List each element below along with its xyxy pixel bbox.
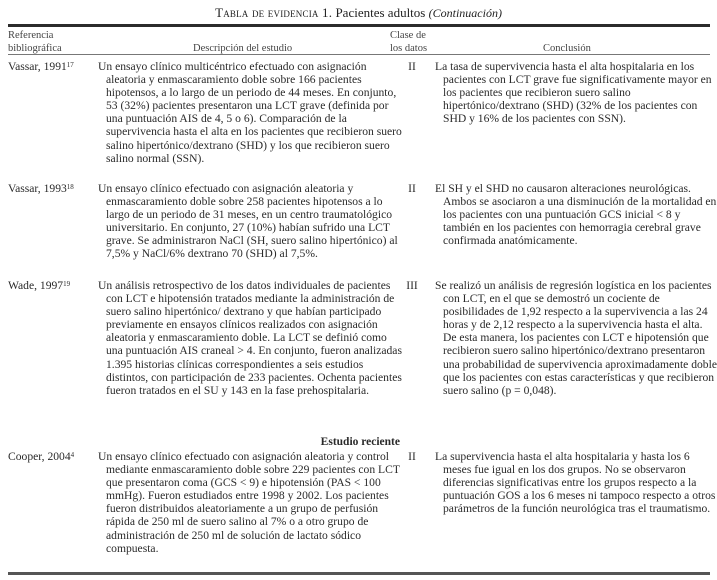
header-class-line2: los datos	[390, 43, 428, 54]
reference-text: Vassar, 1993	[8, 182, 67, 195]
header-class-line1: Clase de	[390, 30, 426, 41]
row-description: Un ensayo clínico efectuado con asignación aleatoria y enmascaramiento doble sobre 258 pacientes hipotensos a lo largo de un periodo de 31 meses, en un centro traumatológico universitario. En conjunto, 27 (10%) habían sufrido una LCT grave. Se administraron NaCl (SH, suero salino hipertónico) al 7,5% y NaCl/6% dextrano 70 (SHD) al 7,5%.	[98, 182, 398, 261]
top-rule	[8, 24, 710, 27]
row-description: Un ensayo clínico efectuado con asignación aleatoria y control mediante enmascaramiento doble sobre 229 pacientes con LCT que presentaron coma (GCS < 9) e hipotensión (PAS < 100 mmHg). Fueron estudiados entre 1998 y 2002. Los pacientes fueron distribuidos aleatoriamente a un grupo de perfusión rápida de 250 ml de suero salino al 7% o a otro grupo de administración de 250 ml de solución de lactato sódico compuesta.	[98, 450, 400, 555]
reference-text: Vassar, 1991	[8, 60, 67, 73]
header-class	[390, 29, 427, 55]
header-reference-line1: Referencia	[8, 30, 54, 41]
table-title	[0, 5, 717, 21]
bottom-rule	[8, 572, 710, 575]
row-class: II	[408, 182, 416, 195]
header-reference-line2: bibliográfica	[8, 43, 62, 54]
row-description: Un ensayo clínico multicéntrico efectuado con asignación aleatoria y enmascaramiento doble sobre 166 pacientes hipotensos, a lo largo de un periodo de 44 meses. En conjunto, 53 (32%) pacientes presentaron una LCT grave (definida por una puntuación AIS de 4, 5 o 6). Comparación de la supervivencia hasta el alta en los pacientes que recibieron suero salino hipertónico/dextrano (SHD) y los que recibieron suero salino normal (SSN).	[98, 60, 402, 165]
row-description: Un análisis retrospectivo de los datos individuales de pacientes con LCT e hipotensión tratados mediante la administración de suero salino hipertónico/ dextrano y que habían participado previamente en ensayos clínicos realizados con asignación aleatoria y enmascaramiento doble. La LCT se definió como una puntuación AIS craneal > 4. En conjunto, fueron analizadas 1.395 historias clínicas correspondientes a seis estudios distintos, con participación de 233 pacientes. Ochenta pacientes fueron tratados en el SU y 143 en la fase prehospitalaria.	[98, 279, 402, 397]
header-reference	[8, 29, 62, 55]
row-class: III	[406, 279, 418, 292]
reference-citation: 17	[66, 61, 74, 69]
reference-citation: 4	[70, 451, 75, 459]
header-rule	[8, 54, 710, 55]
header-description: Descripción del estudio	[193, 43, 293, 54]
row-conclusion: La tasa de supervivencia hasta el alta hospitalaria en los pacientes con LCT grave fue significativamente mayor en los pacientes que recibieron suero salino hipertónico/dextrano (SHD) (32% de los pacientes con SHD y 16% de los pacientes con SSN).	[435, 60, 712, 126]
table-title-main: Pacientes adultos	[332, 5, 429, 20]
row-class: II	[408, 60, 416, 73]
header-conclusion: Conclusión	[543, 43, 591, 54]
table-title-suffix: (Continuación)	[428, 6, 502, 20]
row-conclusion: El SH y el SHD no causaron alteraciones neurológicas. Ambos se asociaron a una disminución de la mortalidad en los pacientes con una puntuación GCS inicial < 8 y también en los pacientes con hemorragia cerebral grave confirmada anatómicamente.	[435, 182, 717, 248]
reference-text: Wade, 1997	[8, 279, 64, 292]
row-reference	[8, 279, 96, 292]
row-class: II	[408, 450, 416, 463]
reference-text: Cooper, 2004	[8, 450, 71, 463]
section-label-recent-study: Estudio reciente	[320, 436, 400, 448]
row-conclusion: La supervivencia hasta el alta hospitalaria y hasta los 6 meses fue igual en los dos grupos. No se observaron diferencias significativas entre los grupos respecto a la puntuación GOS a los 6 meses ni tampoco respecto a otros parámetros de la función neurológica tras el traumatismo.	[435, 450, 716, 516]
row-reference	[8, 182, 96, 195]
row-reference	[8, 60, 96, 73]
table-title-prefix: Tabla de evidencia 1.	[215, 5, 333, 20]
row-conclusion: Se realizó un análisis de regresión logística en los pacientes con LCT, en el que se demostró un cociente de posibilidades de 1,92 respecto a la supervivencia a las 24 horas y de 2,12 respecto a la supervivencia hasta el alta. De esta manera, los pacientes con LCT e hipotensión que recibieron suero salino hipertónico/dextrano presentaron una probabilidad de supervivencia aproximadamente doble que los pacientes con estas características y que recibieron suero salino (p = 0,048).	[435, 279, 717, 397]
row-reference	[8, 450, 96, 463]
reference-citation: 19	[63, 280, 71, 288]
reference-citation: 18	[66, 183, 74, 191]
